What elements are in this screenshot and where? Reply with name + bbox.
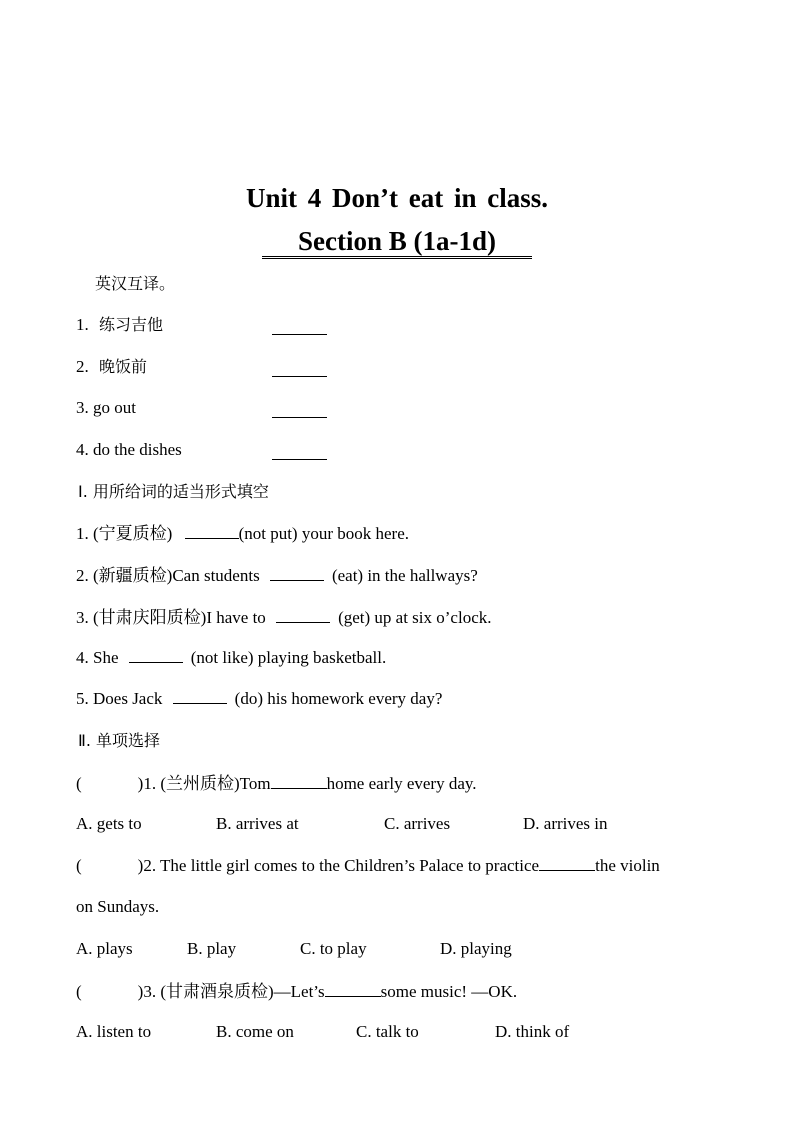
question-stem-end: the violin — [595, 856, 660, 875]
answer-blank[interactable] — [185, 523, 239, 539]
question-suffix: (eat) in the hallways? — [331, 566, 478, 585]
option-c[interactable]: C. arrives — [384, 814, 451, 833]
item-number: 2. — [76, 357, 89, 376]
question-5 — [76, 688, 442, 710]
question-suffix: (not put) your book here. — [238, 524, 410, 543]
mc-question-3 — [76, 981, 517, 1003]
section-subtitle — [0, 226, 794, 259]
item-number: 3. — [76, 398, 89, 417]
answer-paren[interactable]: ( — [76, 982, 82, 1001]
answer-blank[interactable] — [129, 647, 183, 663]
answer-blank[interactable] — [271, 773, 327, 789]
question-prefix: 5. Does Jack — [76, 689, 163, 708]
item-number: 4. — [76, 440, 89, 459]
question-stem: )1. (兰州质检)Tom — [137, 774, 271, 793]
option-a[interactable]: A. listen to — [76, 1022, 152, 1041]
part1-heading: Ⅰ. 用所给词的适当形式填空 — [78, 482, 269, 501]
question-suffix: (not like) playing basketball. — [190, 648, 387, 667]
option-c[interactable]: C. talk to — [356, 1022, 419, 1041]
part0-heading: 英汉互译。 — [95, 274, 176, 293]
question-prefix: 2. (新疆质检)Can students — [76, 566, 260, 585]
question-stem-end: some music! —OK. — [380, 982, 518, 1001]
option-b[interactable]: B. play — [187, 939, 237, 958]
mc-question-1 — [76, 773, 477, 795]
question-continuation: on Sundays. — [76, 897, 160, 916]
option-d[interactable]: D. think of — [495, 1022, 570, 1041]
answer-blank[interactable] — [272, 443, 327, 460]
option-b[interactable]: B. arrives at — [216, 814, 299, 833]
question-4 — [76, 647, 386, 669]
question-prefix: 1. (宁夏质检) — [76, 524, 173, 543]
question-stem: )3. (甘肃酒泉质检)—Let’s — [137, 982, 325, 1001]
part2-heading: Ⅱ. 单项选择 — [78, 731, 161, 750]
question-suffix: (get) up at six o’clock. — [338, 608, 492, 627]
question-suffix: (do) his homework every day? — [234, 689, 443, 708]
item-text: do the dishes — [93, 440, 182, 459]
list-item — [76, 397, 136, 419]
question-3 — [76, 607, 492, 629]
question-stem: )2. The little girl comes to the Children’s Palace to practice — [137, 856, 540, 875]
option-d[interactable]: D. playing — [440, 939, 512, 958]
question-1 — [76, 523, 409, 545]
question-prefix: 3. (甘肃庆阳质检)I have to — [76, 608, 266, 627]
answer-blank[interactable] — [270, 565, 324, 581]
list-item — [76, 356, 147, 378]
question-2 — [76, 565, 478, 587]
answer-blank[interactable] — [276, 607, 330, 623]
item-text: 练习吉他 — [99, 315, 164, 334]
answer-blank[interactable] — [272, 360, 327, 377]
answer-blank[interactable] — [272, 318, 327, 335]
option-d[interactable]: D. arrives in — [523, 814, 608, 833]
answer-blank[interactable] — [325, 981, 381, 997]
list-item — [76, 439, 182, 461]
section-subtitle-text: Section B (1a-1d) — [262, 226, 532, 259]
mc-question-2 — [76, 855, 660, 877]
answer-paren[interactable]: ( — [76, 774, 82, 793]
answer-paren[interactable]: ( — [76, 856, 82, 875]
answer-blank[interactable] — [539, 855, 595, 871]
list-item — [76, 314, 163, 336]
answer-blank[interactable] — [272, 401, 327, 418]
item-text: 晚饭前 — [99, 357, 148, 376]
question-stem-end: home early every day. — [326, 774, 477, 793]
option-c[interactable]: C. to play — [300, 939, 367, 958]
page-title: Unit 4 Don’t eat in class. — [246, 183, 548, 213]
option-b[interactable]: B. come on — [216, 1022, 294, 1041]
item-text: go out — [93, 398, 136, 417]
option-a[interactable]: A. plays — [76, 939, 133, 958]
item-number: 1. — [76, 315, 89, 334]
answer-blank[interactable] — [173, 688, 227, 704]
question-prefix: 4. She — [76, 648, 119, 667]
option-a[interactable]: A. gets to — [76, 814, 142, 833]
